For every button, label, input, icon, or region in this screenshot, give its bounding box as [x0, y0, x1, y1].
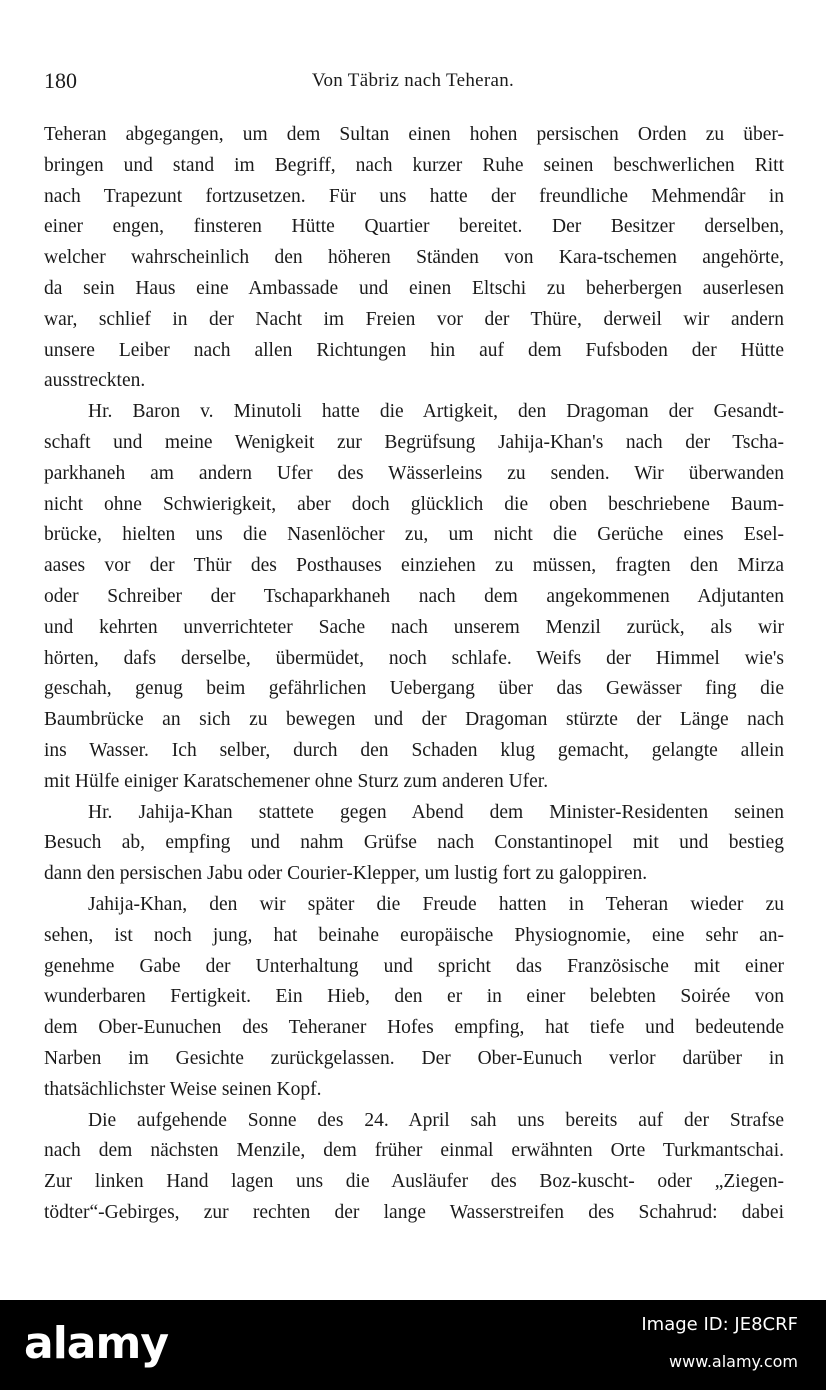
- text-line: genehme Gabe der Unterhaltung und spricht das Französische mit einer: [44, 955, 784, 977]
- text-line: ins Wasser. Ich selber, durch den Schaden klug gemacht, gelangte allein: [44, 739, 784, 761]
- footer-url: www.alamy.com: [669, 1352, 798, 1371]
- page-header: [0, 68, 826, 102]
- text-line: sehen, ist noch jung, hat beinahe europäische Physiognomie, eine sehr an-: [44, 924, 784, 946]
- text-line: unsere Leiber nach allen Richtungen hin auf dem Fufsboden der Hütte: [44, 339, 784, 361]
- text-line: tödter“-Gebirges, zur rechten der lange Wasserstreifen des Schahrud: dabei: [44, 1201, 784, 1223]
- image-id: Image ID: JE8CRF: [641, 1314, 798, 1335]
- text-line: aases vor der Thür des Posthauses einziehen zu müssen, fragten den Mirza: [44, 555, 784, 577]
- text-line: Hr. Baron v. Minutoli hatte die Artigkeit, den Dragoman der Gesandt-: [88, 401, 784, 423]
- watermark-footer: [0, 1300, 826, 1390]
- text-line: da sein Haus eine Ambassade und einen Eltschi zu beherbergen auserlesen: [44, 277, 784, 299]
- text-line: war, schlief in der Nacht im Freien vor der Thüre, derweil wir andern: [44, 308, 784, 330]
- text-line: mit Hülfe einiger Karatschemener ohne Sturz zum anderen Ufer.: [44, 770, 549, 792]
- text-line: Hr. Jahija-Khan stattete gegen Abend dem Minister-Residenten seinen: [88, 801, 784, 823]
- alamy-logo: alamy: [24, 1318, 168, 1369]
- body-text: [44, 120, 784, 1229]
- page-number: 180: [44, 68, 77, 93]
- text-line: einer engen, finsteren Hütte Quartier bereitet. Der Besitzer derselben,: [44, 216, 784, 238]
- text-line: Baumbrücke an sich zu bewegen und der Dragoman stürzte der Länge nach: [44, 709, 784, 731]
- text-line: welcher wahrscheinlich den höheren Ständen von Kara-tschemen angehörte,: [44, 247, 784, 269]
- text-line: und kehrten unverrichteter Sache nach unserem Menzil zurück, als wir: [44, 616, 784, 638]
- text-line: dann den persischen Jabu oder Courier-Klepper, um lustig fort zu galoppiren.: [44, 863, 648, 885]
- text-line: hörten, dafs derselbe, übermüdet, noch schlafe. Weifs der Himmel wie's: [44, 647, 784, 669]
- text-line: Narben im Gesichte zurückgelassen. Der Ober-Eunuch verlor darüber in: [44, 1047, 784, 1069]
- text-line: oder Schreiber der Tschaparkhaneh nach dem angekommenen Adjutanten: [44, 585, 784, 607]
- text-line: geschah, genug beim gefährlichen Uebergang über das Gewässer fing die: [44, 678, 784, 700]
- text-line: Besuch ab, empfing und nahm Grüfse nach Constantinopel mit und bestieg: [44, 832, 784, 854]
- text-line: wunderbaren Fertigkeit. Ein Hieb, den er in einer belebten Soirée von: [44, 986, 784, 1008]
- text-line: nach Trapezunt fortzusetzen. Für uns hatte der freundliche Mehmendâr in: [44, 185, 784, 207]
- running-head: Von Täbriz nach Teheran.: [311, 70, 515, 91]
- text-line: thatsächlichster Weise seinen Kopf.: [44, 1078, 322, 1100]
- text-line: Zur linken Hand lagen uns die Ausläufer des Boz-kuscht- oder „Ziegen-: [44, 1171, 784, 1193]
- text-line: Teheran abgegangen, um dem Sultan einen hohen persischen Orden zu über-: [44, 124, 784, 145]
- text-line: schaft und meine Wenigkeit zur Begrüfsung Jahija-Khan's nach der Tscha-: [44, 431, 784, 453]
- text-line: bringen und stand im Begriff, nach kurzer Ruhe seinen beschwerlichen Ritt: [44, 154, 784, 176]
- text-line: Jahija-Khan, den wir später die Freude hatten in Teheran wieder zu: [88, 893, 784, 915]
- text-line: nicht ohne Schwierigkeit, aber doch glücklich die oben beschriebene Baum-: [44, 493, 784, 515]
- text-line: parkhaneh am andern Ufer des Wässerleins zu senden. Wir überwanden: [44, 462, 784, 484]
- text-line: dem Ober-Eunuchen des Teheraner Hofes empfing, hat tiefe und bedeutende: [44, 1017, 784, 1039]
- text-line: nach dem nächsten Menzile, dem früher einmal erwähnten Orte Turkmantschai.: [44, 1140, 784, 1162]
- text-line: Die aufgehende Sonne des 24. April sah uns bereits auf der Strafse: [88, 1109, 784, 1131]
- text-line: ausstreckten.: [44, 370, 146, 392]
- text-line: brücke, hielten uns die Nasenlöcher zu, um nicht die Gerüche eines Esel-: [44, 524, 784, 546]
